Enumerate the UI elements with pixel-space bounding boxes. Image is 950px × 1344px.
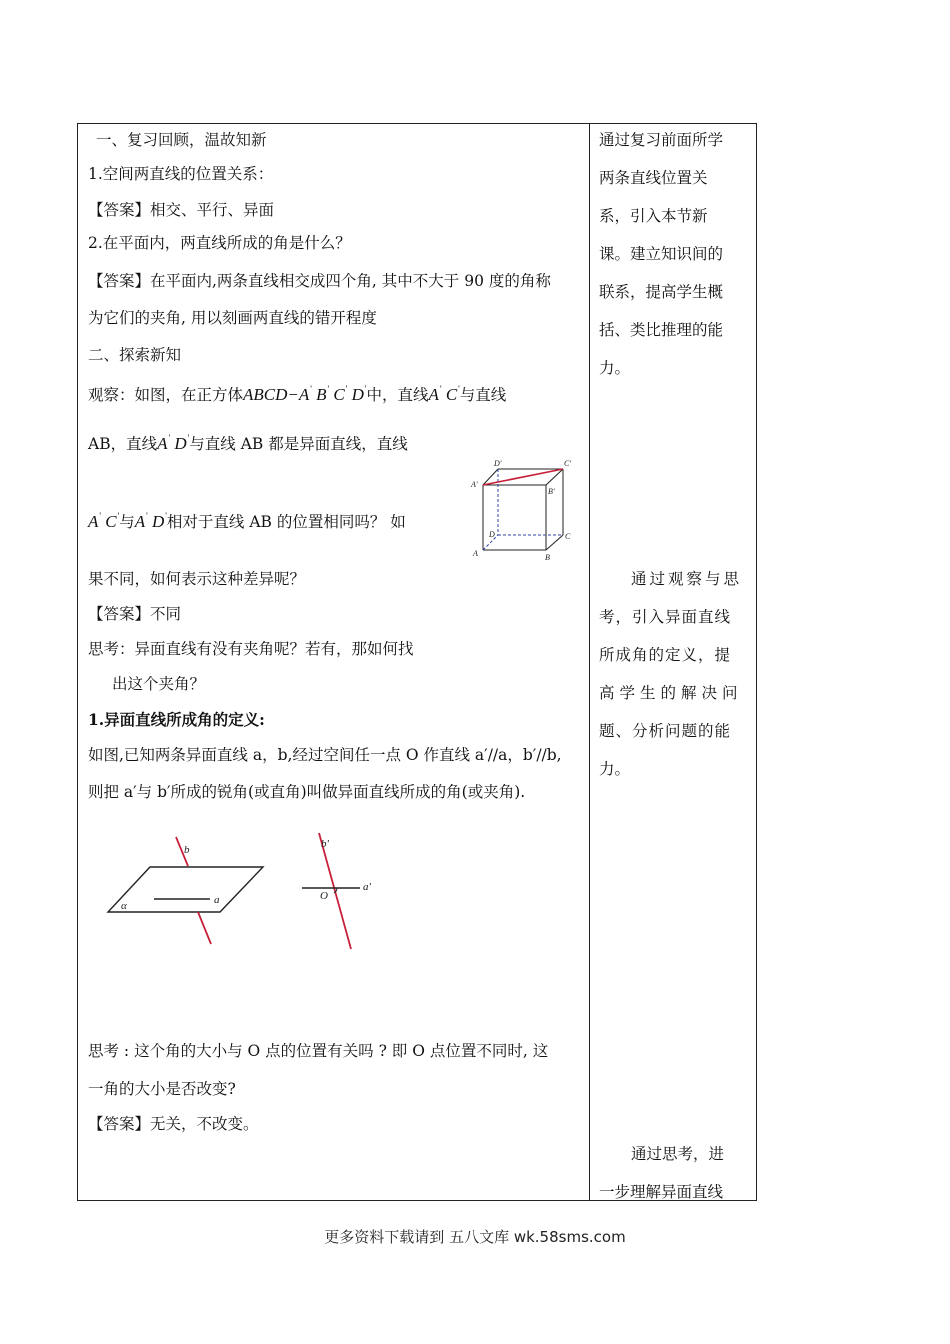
- prime-mark: ': [187, 433, 190, 443]
- prime-mark: ': [146, 511, 148, 521]
- section-explore-title: 二、探索新知: [88, 346, 182, 364]
- label-b: b: [184, 844, 190, 856]
- note-1-line-7: 力。: [599, 359, 631, 377]
- think-2-line-1: 思考 : 这个角的大小与 O 点的位置有关吗 ? 即 O 点位置不同时, 这: [88, 1042, 549, 1060]
- cube-expression: [243, 385, 367, 404]
- observe-text-3: 与直线: [459, 386, 507, 404]
- note-1-line-3: 系，引入本节新: [599, 207, 708, 225]
- think-1-cont: 出这个夹角？: [112, 675, 206, 693]
- vertex-a1: A': [471, 480, 478, 489]
- prime-mark: ': [364, 384, 367, 394]
- compare-line: [88, 506, 406, 532]
- letter-a: A: [157, 434, 168, 453]
- think-1: 思考：异面直线有没有夹角呢？若有，那如何找: [88, 640, 414, 658]
- observe-text-2: 中，直线: [366, 386, 429, 404]
- letter-a: A: [134, 512, 146, 531]
- vertex-d: D: [489, 530, 495, 539]
- vertex-c: C: [565, 532, 571, 541]
- answer-2-line-1: 【答案】在平面内,两条直线相交成四个角, 其中不大于 90 度的角称: [88, 272, 551, 290]
- section-review-title: 一、复习回顾，温故知新: [96, 131, 267, 149]
- prime-mark: ': [99, 511, 102, 521]
- note-2-line-5: 题、分析问题的能: [599, 722, 732, 740]
- prime-mark: ': [458, 384, 460, 394]
- cube-expr-text: ABCD−A: [243, 385, 310, 404]
- footer-text: 更多资料下载请到 五八文库 wk.58sms.com: [324, 1228, 626, 1246]
- question-2: 2.在平面内，两直线所成的角是什么？: [88, 234, 351, 252]
- note-2-line-6: 力。: [599, 760, 631, 778]
- letter-c: C: [105, 512, 117, 531]
- note-2-line-4: 高学生的解决问: [599, 684, 743, 702]
- think-2-line-2: 一角的大小是否改变?: [88, 1080, 236, 1098]
- definition-line-1: 如图,已知两条异面直线 a，b,经过空间任一点 O 作直线 a′//a，b′//b,: [88, 746, 562, 764]
- letter-d: D: [351, 385, 364, 404]
- prime-mark: ': [439, 384, 442, 394]
- definition-line-2: 则把 a′与 b′所成的锐角(或直角)叫做异面直线所成的角(或夹角).: [88, 783, 526, 801]
- answer-1: 【答案】相交、平行、异面: [88, 201, 275, 219]
- letter-c: C: [333, 385, 345, 404]
- letter-c: C: [445, 385, 458, 404]
- compare-text-2: 相对于直线 AB 的位置相同吗？ 如: [166, 513, 406, 531]
- ab-line: [88, 428, 408, 454]
- prime-mark: ': [310, 384, 312, 394]
- note-1-line-6: 括、类比推理的能: [599, 321, 724, 339]
- line-ac-prime: [88, 512, 119, 531]
- prime-mark: ': [327, 384, 330, 394]
- prime-mark: ': [345, 384, 348, 394]
- note-2-line-3: 所成角的定义，提: [599, 646, 732, 664]
- compare-text-1: 与: [119, 513, 135, 531]
- ab-text-1: AB，直线: [88, 435, 158, 453]
- ab-text-2: 与直线 AB 都是异面直线，直线: [189, 435, 408, 453]
- vertex-b: B: [545, 553, 550, 562]
- prime-mark: ': [165, 511, 167, 521]
- skew-lines-figure: [98, 819, 398, 959]
- note-2-line-1: 通过观察与思: [631, 570, 743, 588]
- note-1-line-1: 通过复习前面所学: [599, 131, 724, 149]
- prime-mark: ': [168, 433, 171, 443]
- letter-d: D: [174, 434, 187, 453]
- line-ad-prime: [135, 512, 167, 531]
- note-1-line-4: 课。建立知识间的: [599, 245, 724, 263]
- observe-text-1: 观察：如图，在正方体: [88, 386, 244, 404]
- label-a-prime: a': [363, 881, 371, 893]
- answer-3: 【答案】不同: [88, 605, 182, 623]
- note-1-line-2: 两条直线位置关: [599, 169, 708, 187]
- line-ad-prime: [157, 434, 189, 453]
- letter-b: B: [316, 385, 327, 404]
- label-b-prime: b': [321, 838, 329, 850]
- letter-a: A: [428, 385, 439, 404]
- vertex-c1: C': [564, 459, 572, 468]
- letter-d: D: [152, 512, 165, 531]
- note-2-line-2: 考，引入异面直线: [599, 608, 732, 626]
- line-ac-prime: [429, 385, 460, 404]
- column-divider: [589, 124, 590, 1200]
- label-a: a: [214, 894, 220, 906]
- prime-mark: ': [117, 511, 120, 521]
- question-1: 1.空间两直线的位置关系：: [88, 165, 274, 183]
- vertex-d1: D': [494, 459, 502, 468]
- letter-a: A: [88, 512, 99, 531]
- answer-2-line-2: 为它们的夹角, 用以刻画两直线的错开程度: [88, 309, 377, 327]
- difference-question: 果不同，如何表示这种差异呢？: [88, 570, 306, 588]
- vertex-a: A: [473, 549, 478, 558]
- note-3-line-2: 一步理解异面直线: [599, 1183, 724, 1201]
- definition-title: 1.异面直线所成角的定义:: [88, 710, 265, 729]
- answer-4: 【答案】无关，不改变。: [88, 1115, 259, 1133]
- label-alpha: α: [121, 900, 127, 912]
- note-1-line-5: 联系，提高学生概: [599, 283, 724, 301]
- cube-figure: [468, 457, 578, 567]
- label-o: O: [320, 890, 328, 902]
- lesson-table: [77, 123, 757, 1201]
- observe-line: [88, 379, 506, 405]
- note-3-line-1: 通过思考，进: [631, 1145, 725, 1163]
- vertex-b1: B': [548, 487, 555, 496]
